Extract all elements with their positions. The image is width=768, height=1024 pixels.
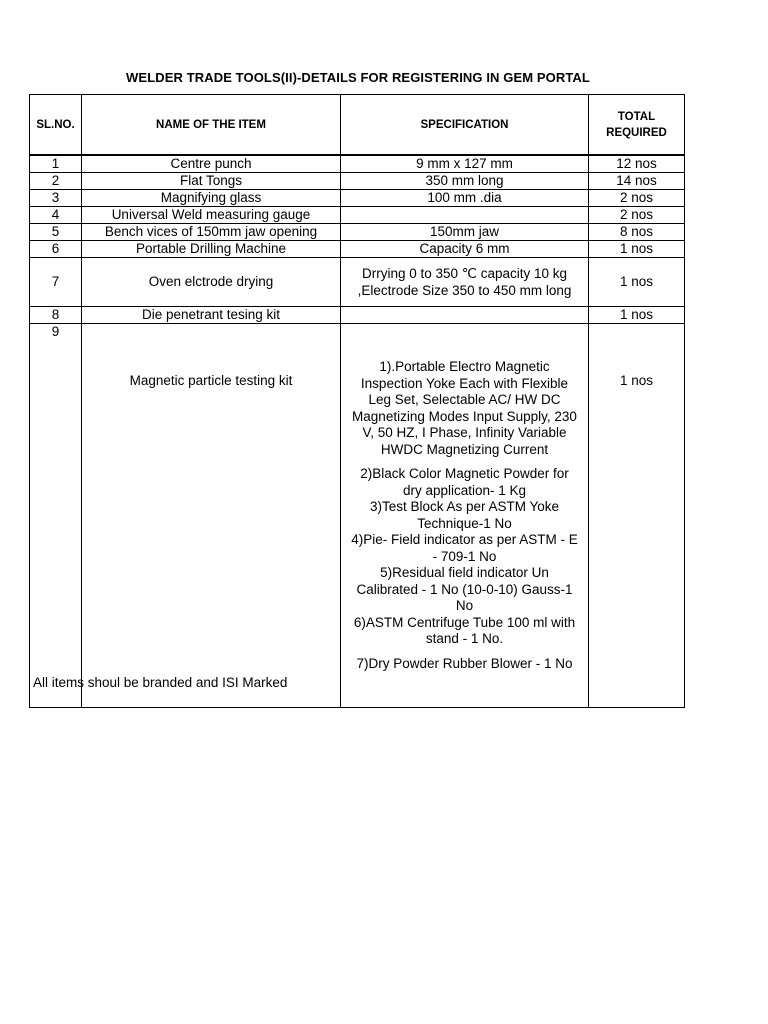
cell-name: Die penetrant tesing kit — [82, 307, 341, 324]
header-total-required — [589, 95, 685, 156]
table-header-row — [30, 95, 685, 156]
spec-line: - 709-1 No — [432, 548, 497, 564]
page-title: WELDER TRADE TOOLS(II)-DETAILS FOR REGISTERING IN GEM PORTAL — [126, 70, 590, 85]
spec-line: 3)Test Block As per ASTM Yoke — [369, 499, 560, 514]
table-row — [30, 324, 685, 708]
cell-sl: 3 — [30, 190, 82, 207]
spec-line: ,Electrode Size 350 to 450 mm long — [357, 283, 572, 298]
cell-spec — [341, 307, 589, 324]
cell-total: 1 nos — [589, 258, 685, 307]
cell-name: Magnetic particle testing kit — [82, 324, 341, 708]
header-specification: SPECIFICATION — [341, 95, 589, 156]
cell-total: 14 nos — [589, 173, 685, 190]
table-row — [30, 155, 685, 173]
header-total-line1: TOTAL — [617, 110, 656, 123]
cell-spec: 100 mm .dia — [341, 190, 589, 207]
spec-line: 6)ASTM Centrifuge Tube 100 ml with — [353, 614, 576, 630]
cell-name: Portable Drilling Machine — [82, 241, 341, 258]
cell-spec: 150mm jaw — [341, 224, 589, 241]
cell-name: Universal Weld measuring gauge — [82, 207, 341, 224]
cell-sl: 9 — [30, 324, 82, 708]
spec-line: HWDC Magnetizing Current — [380, 441, 549, 457]
cell-sl: 1 — [30, 155, 82, 173]
spec-line: No — [455, 598, 474, 613]
cell-name: Magnifying glass — [82, 190, 341, 207]
spec-line: 5)Residual field indicator Un — [380, 565, 549, 580]
table-row — [30, 307, 685, 324]
cell-sl: 6 — [30, 241, 82, 258]
header-total-line2: REQUIRED — [606, 126, 667, 139]
spec-line: Drrying 0 to 350 ℃ capacity 10 kg — [361, 266, 567, 281]
cell-name: Flat Tongs — [82, 173, 341, 190]
tools-table — [29, 94, 685, 708]
cell-total: 8 nos — [589, 224, 685, 241]
cell-sl: 2 — [30, 173, 82, 190]
spec-line: 2)Black Color Magnetic Powder for — [360, 466, 569, 481]
header-name-of-item: NAME OF THE ITEM — [82, 95, 341, 156]
table-row — [30, 190, 685, 207]
cell-total: 1 nos — [589, 307, 685, 324]
cell-name: Centre punch — [82, 155, 341, 173]
footer-note: All items shoul be branded and ISI Marked — [33, 675, 288, 690]
cell-total: 2 nos — [589, 207, 685, 224]
cell-sl: 5 — [30, 224, 82, 241]
cell-spec — [341, 324, 589, 708]
cell-name: Oven elctrode drying — [82, 258, 341, 307]
spec-line: Inspection Yoke Each with Flexible — [360, 375, 569, 391]
spec-line: dry application- 1 Kg — [402, 482, 527, 498]
cell-spec: Capacity 6 mm — [341, 241, 589, 258]
spec-line: Magnetizing Modes Input Supply, 230 — [352, 408, 577, 424]
spec-line: stand - 1 No. — [425, 631, 504, 646]
spec-line: 7)Dry Powder Rubber Blower - 1 No — [356, 655, 573, 671]
cell-total: 2 nos — [589, 190, 685, 207]
cell-total: 1 nos — [589, 241, 685, 258]
cell-name: Bench vices of 150mm jaw opening — [82, 224, 341, 241]
spec-line: Leg Set, Selectable AC/ HW DC — [368, 392, 561, 407]
table-row — [30, 207, 685, 224]
cell-spec — [341, 258, 589, 307]
spec-line: 4)Pie- Field indicator as per ASTM - E — [351, 532, 578, 547]
spec-line: 1).Portable Electro Magnetic — [379, 359, 550, 374]
table-row — [30, 258, 685, 307]
table-row — [30, 173, 685, 190]
cell-sl: 7 — [30, 258, 82, 307]
cell-total: 1 nos — [589, 324, 685, 708]
cell-spec: 350 mm long — [341, 173, 589, 190]
table-row — [30, 224, 685, 241]
spec-line: V, 50 HZ, I Phase, Infinity Variable — [362, 425, 567, 440]
table-row — [30, 241, 685, 258]
spec-line: Technique-1 No — [417, 515, 512, 531]
cell-total: 12 nos — [589, 155, 685, 173]
cell-sl: 8 — [30, 307, 82, 324]
header-sl-no: SL.NO. — [30, 95, 82, 156]
cell-spec: 9 mm x 127 mm — [341, 155, 589, 173]
spec-line: Calibrated - 1 No (10-0-10) Gauss-1 — [356, 581, 573, 597]
cell-spec — [341, 207, 589, 224]
cell-sl: 4 — [30, 207, 82, 224]
